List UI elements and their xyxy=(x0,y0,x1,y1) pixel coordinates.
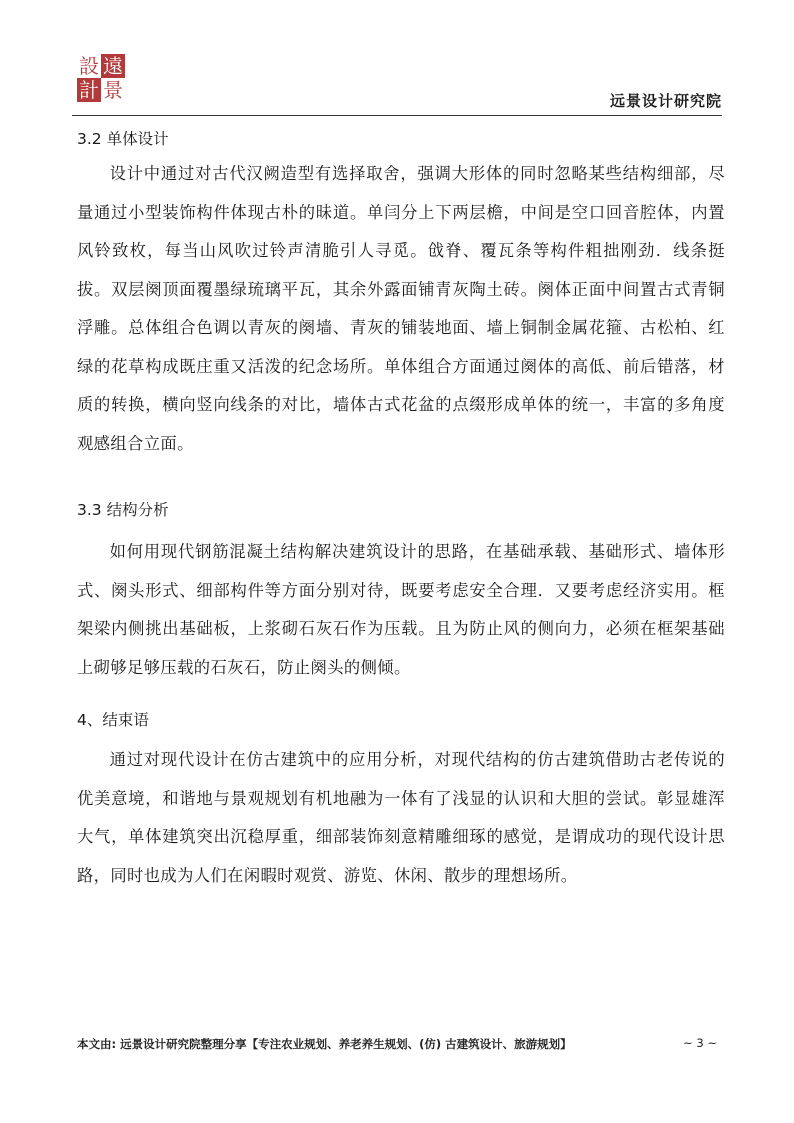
footer-source: 本文由: 远景设计研究院整理分享【专注农业规划、养老养生规划、(仿) 古建筑设计、旅游规划】 xyxy=(77,1037,572,1051)
logo-char: 計 xyxy=(79,78,99,102)
section-paragraph-3-2: 设计中通过对古代汉阙造型有选择取舍，强调大形体的同时忽略某些结构细部，尽量通过小型装饰构件体现古朴的昧道。单闫分上下两层檐，中间是空口回音腔体，内置风铃致枚，每当山风吹过铃声清脆引人寻觅。戗脊、覆瓦条等构件粗拙刚劲．线条挺拔。双层阕顶面覆墨绿琉璃平瓦，其余外露面铺青灰陶土砖。阕体正面中间置古式青铜浮雕。总体组合色调以青灰的阕墙、青灰的铺装地面、墙上铜制金属花箍、古松柏、红绿的花草构成既庄重又活泼的纪念场所。单体组合方面通过阕体的高低、前后错落，材质的转换，横向竖向线条的对比，墙体古式花盆的点缀形成单体的统一，丰富的多角度观感组合立面。 xyxy=(77,164,725,453)
page-number: ~ 3 ~ xyxy=(683,1036,717,1050)
logo-char: 設 xyxy=(79,54,99,78)
section-heading-4: 4、结束语 xyxy=(77,711,149,729)
logo-char: 遠 xyxy=(103,54,123,78)
section-paragraph-3-3: 如何用现代钢筋混凝土结构解决建筑设计的思路，在基础承载、基础形式、墙体形式、阕头形式、细部构件等方面分别对待，既要考虑安全合理．又要考虑经济实用。框架梁内侧挑出基础板，上浆砌石灰石作为压载。且为防止风的侧向力，必须在框架基础上砌够足够压载的石灰石，防止阕头的侧倾。 xyxy=(77,542,725,677)
header-title: 远景设计研究院 xyxy=(609,92,722,110)
section-paragraph-4: 通过对现代设计在仿古建筑中的应用分析，对现代结构的仿古建筑借助古老传说的优美意境，和谐地与景观规划有机地融为一体有了浅显的认识和大胆的尝试。彰显雄浑大气，单体建筑突出沉稳厚重，细部装饰刻意精雕细琢的感觉，是谓成功的现代设计思路，同时也成为人们在闲暇时观赏、游览、休闲、散步的理想场所。 xyxy=(77,750,725,885)
section-heading-3-2: 3.2 单体设计 xyxy=(77,130,169,148)
header-divider xyxy=(72,115,722,116)
section-heading-3-3: 3.3 结构分析 xyxy=(77,501,169,519)
logo-char: 景 xyxy=(103,78,123,102)
